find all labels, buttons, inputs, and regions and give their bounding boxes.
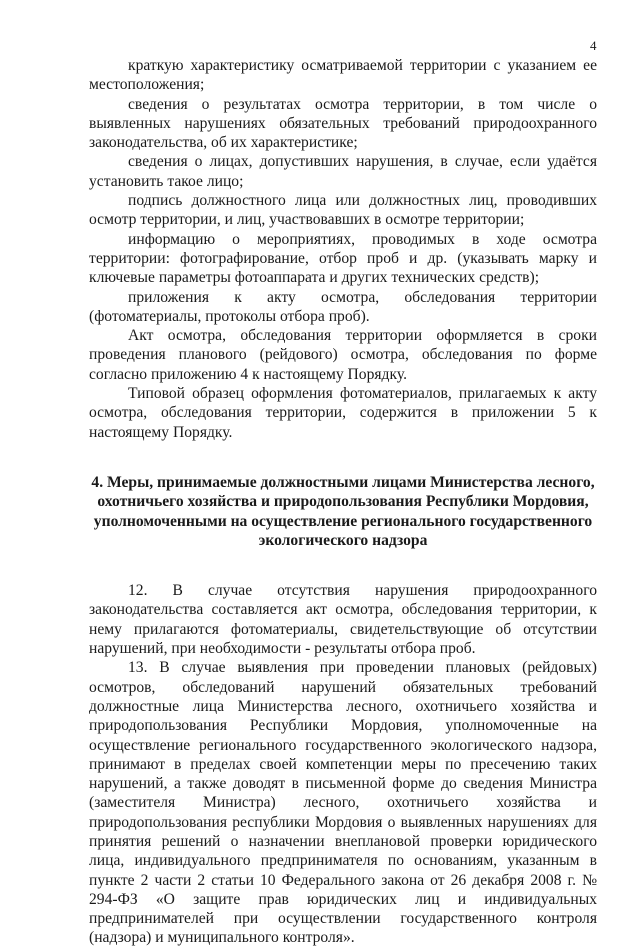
list-item-inspection-activities: информацию о мероприятиях, проводимых в ходе осмотра территории: фотографирование, отбор проб и др. (указывать марку и ключевые параметры фотоаппарата и других технических средств); (89, 230, 597, 287)
page-number: 4 (590, 38, 597, 53)
list-item-territory-description: краткую характеристику осматриваемой территории с указанием ее местоположения; (89, 57, 597, 94)
list-item-officials-signature: подпись должностного лица или должностных лиц, проводивших осмотр территории, и лиц, участвовавших в осмотре территории; (89, 192, 597, 229)
section-heading: 4. Меры, принимаемые должностными лицами Министерства лесного, охотничьего хозяйства и природопользования Республики Мордовия, уполномоченными на осуществление регионального государственного экологического надзора (91, 473, 595, 549)
document-body (89, 56, 597, 948)
paragraph-act-timing: Акт осмотра, обследования территории оформляется в сроки проведения планового (рейдового) осмотра, обследования по форме согласно приложению 4 к настоящему Порядку. (89, 327, 597, 383)
list-item-violators-info: сведения о лицах, допустивших нарушения, в случае, если удаётся установить такое лицо; (89, 153, 597, 190)
clause-12: 12. В случае отсутствия нарушения природоохранного законодательства составляется акт осмотра, обследования территории, к нему прилагаются фотоматериалы, свидетельствующие об отсутствии нарушений, при необходимости - результаты отбора проб. (89, 582, 597, 658)
paragraph-photo-template: Типовой образец оформления фотоматериалов, прилагаемых к акту осмотра, обследования территории, содержится в приложении 5 к настоящему Порядку. (89, 385, 597, 441)
list-item-attachments: приложения к акту осмотра, обследования территории (фотоматериалы, протоколы отбора проб). (89, 288, 597, 325)
clause-13: 13. В случае выявления при проведении плановых (рейдовых) осмотров, обследований нарушений обязательных требований должностные лица Министерства лесного, охотничьего хозяйства и природопользования Республики Мордовия, уполномоченные на осуществление регионального государственного экологического надзора, принимают в пределах своей компетенции меры по пресечению таких нарушений, а также доводят в письменной форме до сведения Министра (заместителя Министра) лесного, охотничьего хозяйства и природопользования республики Мордовия о выявленных нарушениях для принятия решений о назначении внеплановой проверки юридического лица, индивидуального предпринимателя по основаниям, указанным в пункте 2 части 2 статьи 10 Федерального закона от 26 декабря 2008 г. № 294-ФЗ «О защите прав юридических лиц и индивидуальных предпринимателей при осуществлении государственного контроля (надзора) и муниципального контроля». (89, 659, 597, 947)
list-item-inspection-results: сведения о результатах осмотра территории, в том числе о выявленных нарушениях обязательных требований природоохранного законодательства, об их характеристике; (89, 95, 597, 152)
